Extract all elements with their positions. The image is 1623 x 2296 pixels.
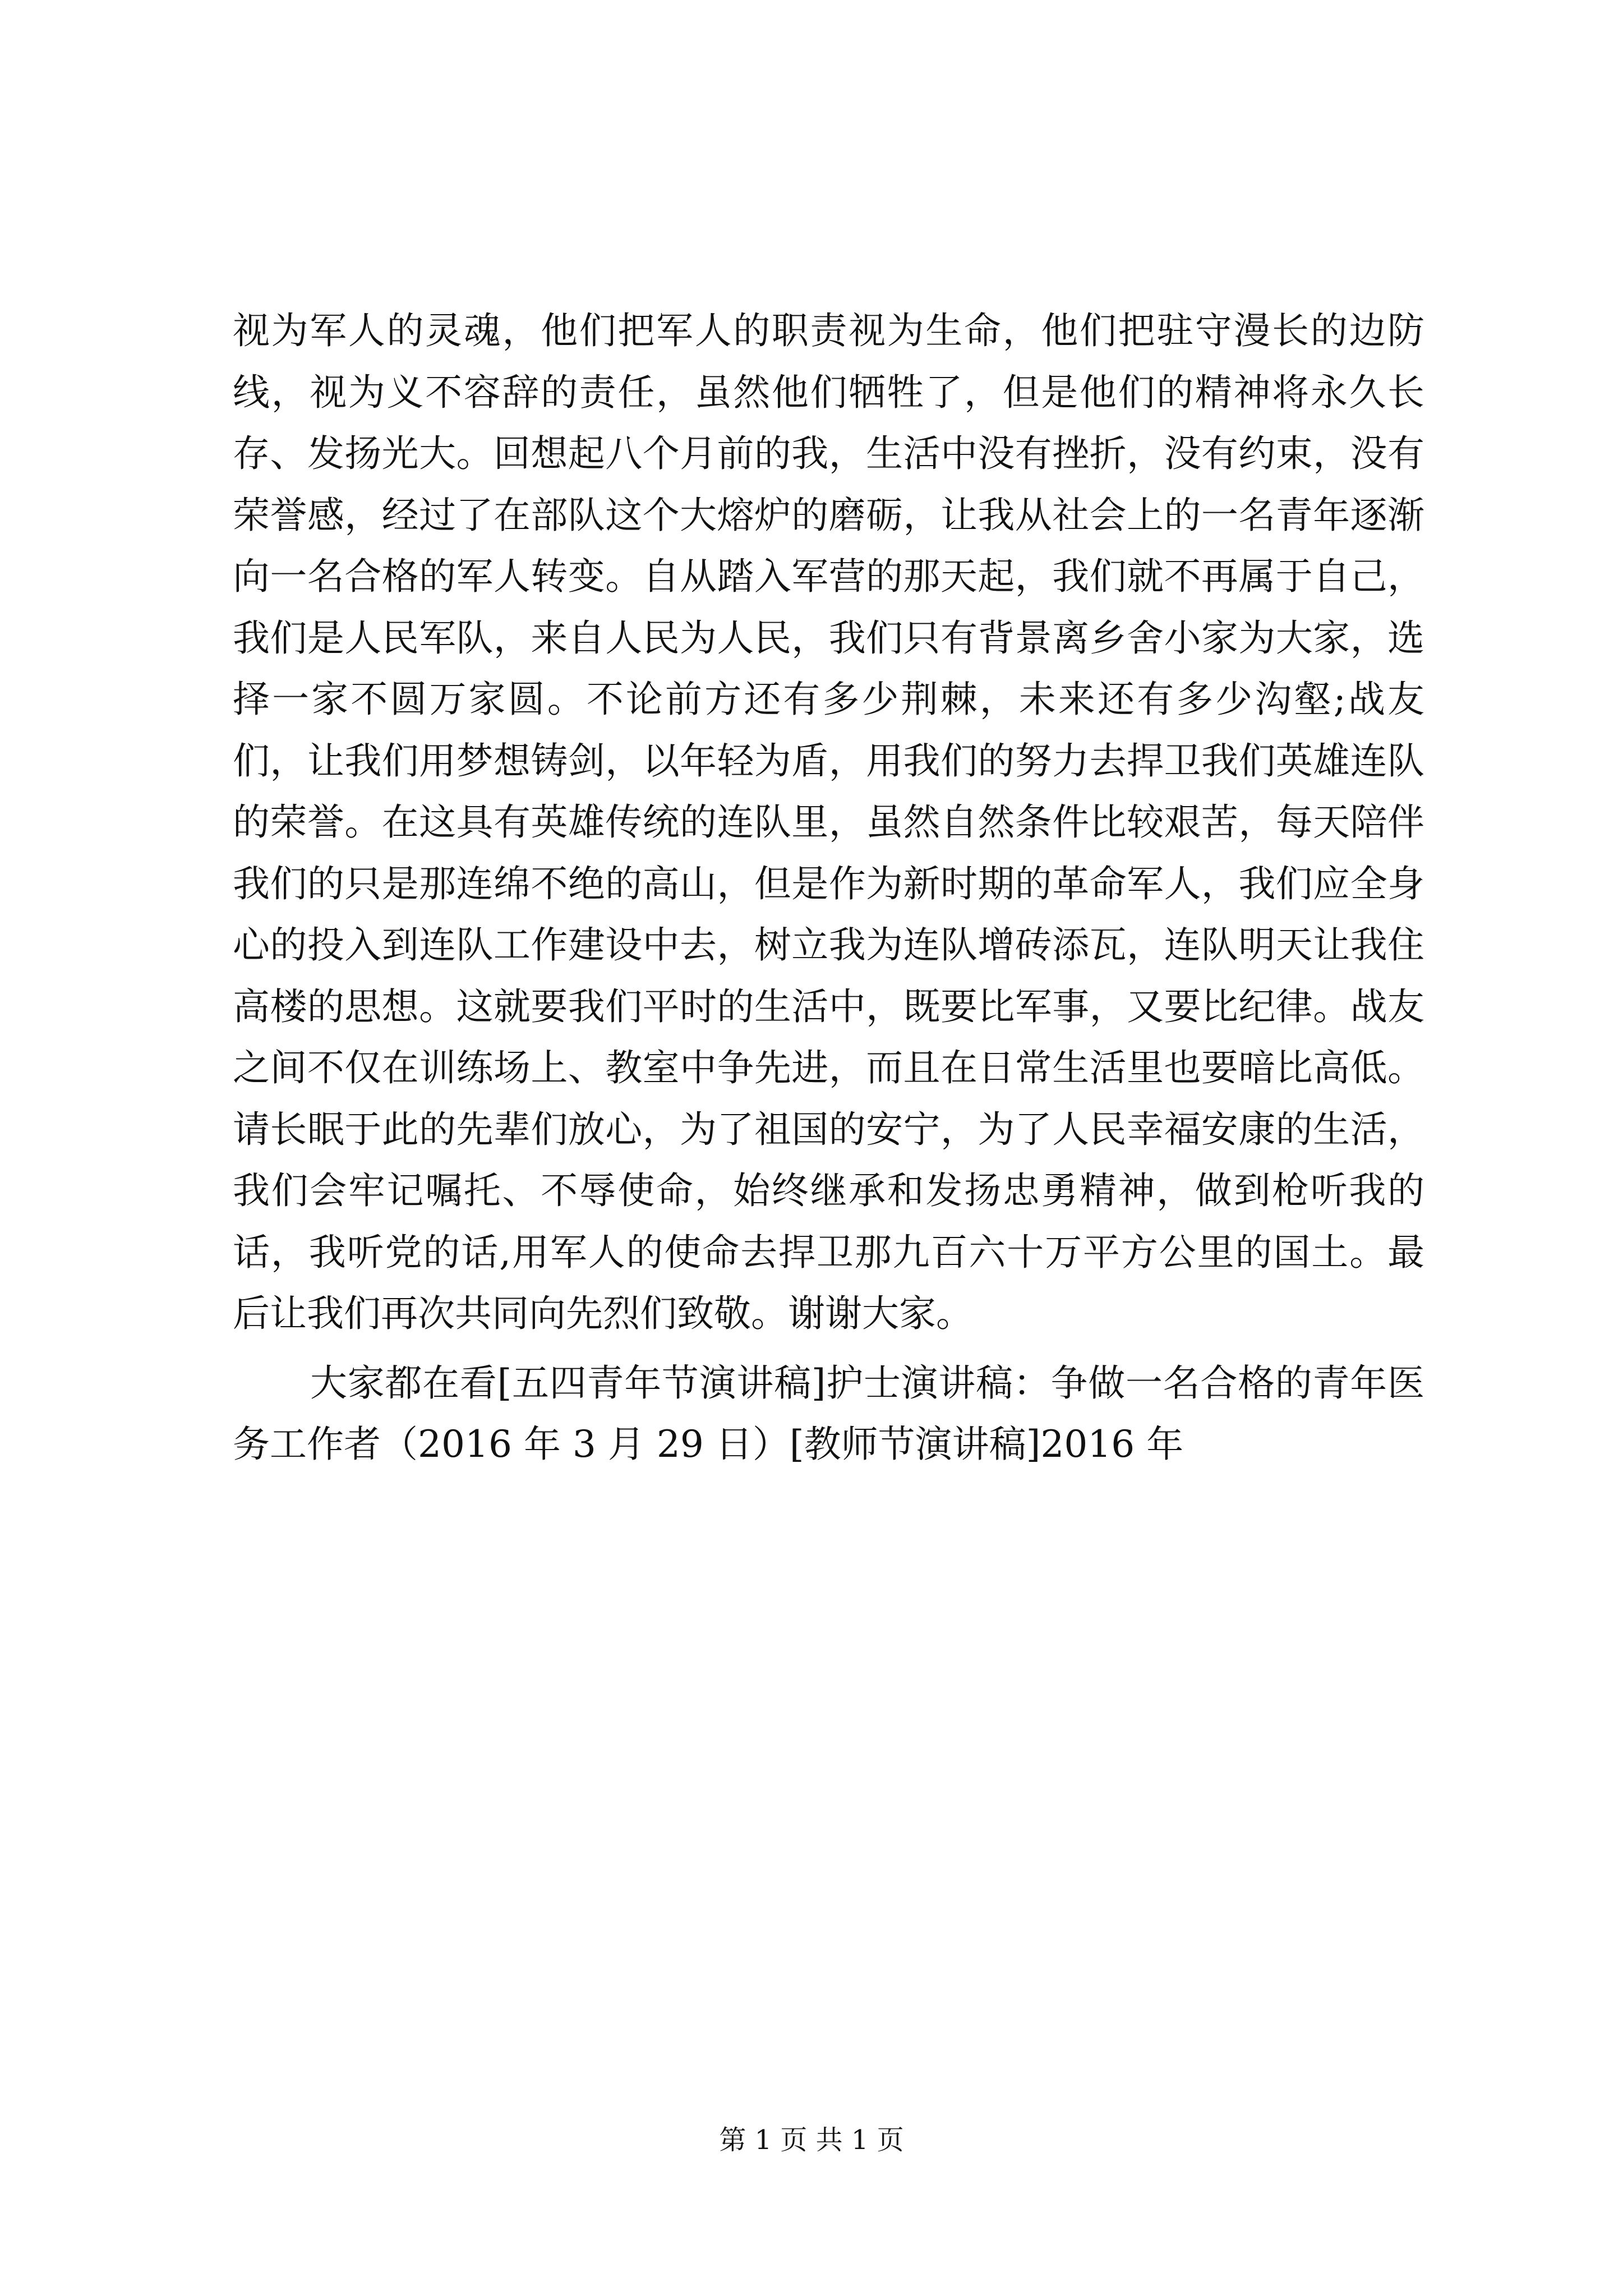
page-footer: 第 1 页 共 1 页	[719, 2124, 904, 2156]
related-articles-paragraph: 大家都在看[五四青年节演讲稿]护士演讲稿：争做一名合格的青年医务工作者（2016 年 3 月 29 日）[教师节演讲稿]2016 年	[233, 1361, 1424, 1466]
document-body	[233, 300, 1424, 1475]
body-paragraph: 视为军人的灵魂，他们把军人的职责视为生命，他们把驻守漫长的边防线，视为义不容辞的责任，虽然他们牺牲了，但是他们的精神将永久长存、发扬光大。回想起八个月前的我，生活中没有挫折，没有约束，没有荣誉感，经过了在部队这个大熔炉的磨砺，让我从社会上的一名青年逐渐向一名合格的军人转变。自从踏入军营的那天起，我们就不再属于自己，我们是人民军队，来自人民为人民，我们只有背景离乡舍小家为大家，选择一家不圆万家圆。不论前方还有多少荆棘，未来还有多少沟壑;战友们，让我们用梦想铸剑，以年轻为盾，用我们的努力去捍卫我们英雄连队的荣誉。在这具有英雄传统的连队里，虽然自然条件比较艰苦，每天陪伴我们的只是那连绵不绝的高山，但是作为新时期的革命军人，我们应全身心的投入到连队工作建设中去，树立我为连队增砖添瓦，连队明天让我住高楼的思想。这就要我们平时的生活中，既要比军事，又要比纪律。战友之间不仅在训练场上、教室中争先进，而且在日常生活里也要暗比高低。请长眠于此的先辈们放心，为了祖国的安宁，为了人民幸福安康的生活，我们会牢记嘱托、不辱使命，始终继承和发扬忠勇精神，做到枪听我的话，我听党的话,用军人的使命去捍卫那九百六十万平方公里的国土。最后让我们再次共同向先烈们致敬。谢谢大家。	[233, 309, 1424, 1335]
